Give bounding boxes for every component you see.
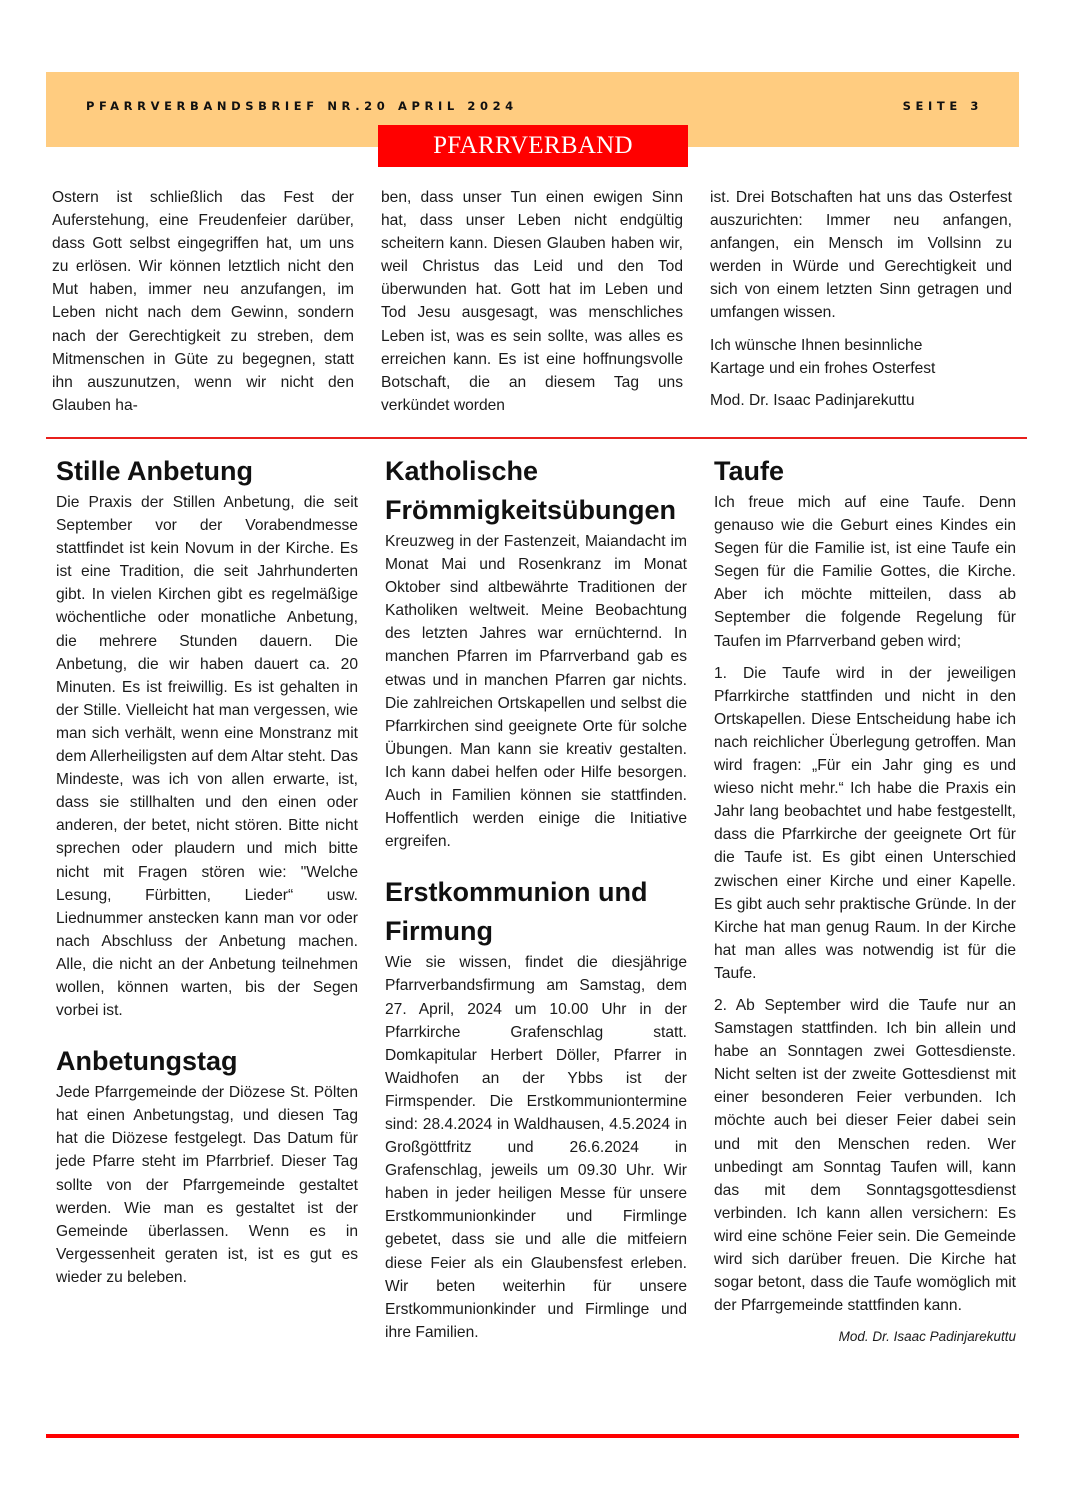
article-body-anbetungstag: Jede Pfarrgemeinde der Diözese St. Pölten hat einen Anbetungstag, und diesen Tag hat die Diözese festgelegt. Das Datum für jede Pfarre steht im Pfarrbrief. Dieser Tag sollte von der Pfarrgemeinde gestaltet werden. Wie man es gestaltet ist der Gemeinde überlassen. Wenn es in Vergessenheit geraten ist, ist es gut es wieder zu beleben. [56,1084,358,1286]
article-body-erstkommunion: Wie sie wissen, findet die diesjährige Pfarrverbandsfirmung am Samstag, dem 27. April, 2024 um 10.00 Uhr in der Pfarrkirche Grafenschlag statt. Domkapitular Herbert Döller, Pfarrer in Waidhofen an der Ybbs ist der Firmspender. Die Erstkommuniontermine sind: 28.4.2024 in Waldhausen, 4.5.2024 in Großgöttfritz und 26.6.2024 in Grafenschlag, jeweils um 09.30 Uhr. Wir haben in jeder heiligen Messe für unsere Erstkommunionkinder und Firmlinge gebetet, dass sie und alle die mitfeiern diese Feier als ein Glaubensfest erleben. Wir beten weiterhin für unsere Erstkommunionkinder und Firmlinge und ihre Familien. [385,954,687,1341]
greeting [710,334,1012,380]
brand-label: PFARRVERBAND [378,125,688,167]
publication-title: PFARRVERBANDSBRIEF NR.20 APRIL 2024 [86,99,518,113]
intro-column-3 [710,186,1012,412]
intro-text-3: ist. Drei Botschaften hat uns das Osterfest auszurichten: Immer neu anfangen, anfangen, ein Mensch im Vollsinn zu werden in Würde und Gerechtigkeit und sich von einem letzten Sinn getragen und umfangen wissen. [710,189,1012,322]
article-body-taufe-point-2: 2. Ab September wird die Taufe nur an Samstagen stattfinden. Ich bin allein und habe an Sonntagen zwei Gottesdienste. Nicht selten ist der zweite Gottesdienst mit einer besonderen Feier verbunden. Ich möchte auch bei dieser Feier dabei sein und mit den Menschen reden. Wer unbedingt am Sonntag Taufen will, kann das mit dem Sonntagsgottesdienst verbinden. Ich kann allen versichern: Es wird eine schöne Feier sein. Die Gemeinde wird sich darüber freuen. Die Kirche hat sogar betont, dass die Taufe womöglich mit der Pfarrgemeinde stattfinden kann. [714,996,1016,1315]
column-left [56,452,358,1289]
article-body-stille-anbetung: Die Praxis der Stillen Anbetung, die seit September vor der Vorabendmesse stattfindet ist kein Novum in der Kirche. Es ist eine Tradition, die seit Jahrhunderten gibt. In vielen Kirchen gibt es regelmäßige wöchentliche oder monatliche Anbetung, die mehrere Stunden dauern. Die Anbetung, die wir haben dauert ca. 20 Minuten. Es ist freiwillig. Es ist gehalten in der Stille. Vielleicht hat man vergessen, wie man sich verhält, wenn eine Monstranz mit dem Allerheiligsten auf dem Altar steht. Das Mindeste, was ich von allen erwarte, ist, dass sie stillhalten und den einen oder anderen, der betet, nicht stören. Bitte nicht sprechen oder plaudern und mich bitte nicht mit Fragen stören wie: "Welche Lesung, Fürbitten, Lieder“ usw. Liednummer anstecken kann man vor oder nach Abschluss der Anbetung machen. Alle, die nicht an der Anbetung teilnehmen wollen, können warten, bis der Segen vorbei ist. [56,494,358,1020]
intro-column-1 [52,186,354,417]
greeting-line-2: Kartage und ein frohes Osterfest [710,359,936,377]
page-number: SEITE 3 [902,99,983,113]
intro-column-2 [381,186,683,417]
section-divider [46,437,1027,439]
article-title-anbetungstag: Anbetungstag [56,1046,238,1077]
article-title-erstkommunion: Erstkommunion und Firmung [385,877,648,947]
intro-signature: Mod. Dr. Isaac Padinjarekuttu [710,391,915,409]
footer-divider [46,1434,1019,1438]
column-middle [385,452,687,1344]
spacer [385,853,687,873]
spacer [56,1022,358,1042]
article-body-taufe-intro: Ich freue mich auf eine Taufe. Denn genauso wie die Geburt eines Kindes ein Segen für die Familie ist, ist eine Taufe ein Segen für die Familie Gottes, die Kirche. Aber ich möchte mitteilen, dass ab September die folgende Regelung für Taufen im Pfarrverband geben wird; [714,494,1016,650]
greeting-line-1: Ich wünsche Ihnen besinnliche [710,336,923,354]
intro-text-1: Ostern ist schließlich das Fest der Auferstehung, eine Freudenfeier darüber, dass Gott selbst eingegriffen hat, um uns zu erlösen. Wir können letztlich nicht den Mut haben, immer neu anzufangen, im Leben nicht nach dem Gewinn, sondern nach der Gerechtigkeit zu streben, dem Mitmenschen in Güte zu begegnen, statt ihn auszunutzen, wenn wir nicht den Glauben ha- [52,189,354,414]
intro-text-2: ben, dass unser Tun einen ewigen Sinn hat, dass unser Leben nicht endgültig scheitern kann. Diesen Glauben haben wir, weil Christus das Leid und den Tod überwunden hat. Gott hat im Leben und Tod Jesu ausgesagt, was menschliches Leben ist, was es sein sollte, was alles es erreichen kann. Es ist eine hoffnungsvolle Botschaft, die an diesem Tag uns verkündet worden [381,189,683,414]
article-title-taufe: Taufe [714,456,785,486]
taufe-signature: Mod. Dr. Isaac Padinjarekuttu [838,1329,1016,1345]
article-body-froemmigkeit: Kreuzweg in der Fastenzeit, Maiandacht im Monat Mai und Rosenkranz im Monat Oktober sind altbewährte Traditionen der Katholiken weltweit. Meine Beobachtung des letzten Jahres war ernüchternd. In manchen Pfarren im Pfarrverband gab es etwas und in manchen Pfarren gar nichts. Die zahlreichen Ortskapellen und selbst die Pfarrkirchen sind geeignete Orte für solche Übungen. Man kann sie kreativ gestalten. Ich kann dabei helfen oder Hilfe besorgen. Auch in Familien können sie stattfinden. Hoffentlich werden einige die Initiative ergreifen. [385,533,687,851]
article-title-froemmigkeit: Katholische Frömmigkeitsübungen [385,456,677,525]
article-body-taufe-point-1: 1. Die Taufe wird in der jeweiligen Pfarrkirche stattfinden und nicht in den Ortskapellen. Diese Entscheidung habe ich nach reichlicher Überlegung getroffen. Man wird fragen: „Für ein Jahr ging es und wieso nicht mehr.“ Ich habe die Praxis ein Jahr lang beobachtet und habe festgestellt, dass die Pfarrkirche der geeignete Ort für die Taufe ist. Es gibt einen Unterschied zwischen einer Kirche und einer Kapelle. Es gibt auch sehr praktische Gründe. In der Kirche hat man genug Raum. In der Kirche hat man alles was notwendig ist für die Taufe. [714,664,1016,982]
column-right [714,452,1016,1348]
article-title-stille-anbetung: Stille Anbetung [56,456,253,486]
